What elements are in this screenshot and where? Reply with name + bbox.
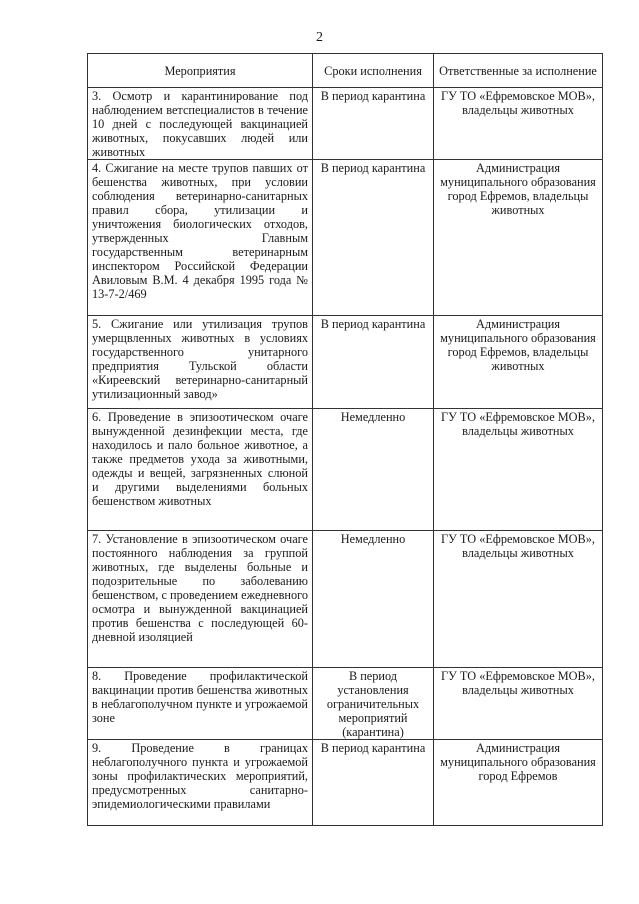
- responsible-cell: ГУ ТО «Ефремовское МОВ», владельцы животных: [434, 531, 603, 668]
- measure-cell: 9. Проведение в границах неблагополучного пункта и угрожаемой зоны профилактических мероприятий, предусмотренных санитарно-эпидемиологическими правилами: [88, 740, 313, 826]
- deadline-cell: В период карантина: [313, 160, 434, 316]
- responsible-cell: Администрация муниципального образования город Ефремов, владельцы животных: [434, 160, 603, 316]
- measure-cell: 3. Осмотр и карантинирование под наблюдением ветспециалистов в течение 10 дней с последующей вакцинацией животных, покусавших людей или животных: [88, 88, 313, 160]
- deadline-cell: Немедленно: [313, 531, 434, 668]
- header-responsible: Ответственные за исполнение: [434, 54, 603, 88]
- responsible-cell: Администрация муниципального образования город Ефремов: [434, 740, 603, 826]
- measure-cell: 8. Проведение профилактической вакцинации против бешенства животных в неблагополучном пункте и угрожаемой зоне: [88, 668, 313, 740]
- header-measures: Мероприятия: [88, 54, 313, 88]
- table-row: [88, 531, 603, 668]
- page-number: 2: [316, 30, 323, 45]
- table-row: [88, 668, 603, 740]
- measure-cell: 6. Проведение в эпизоотическом очаге вынужденной дезинфекции места, где находилось и пало больное животное, а также предметов ухода за животными, одежды и вещей, загрязненных слюной и другими выделениями больных бешенством животных: [88, 409, 313, 531]
- deadline-cell: В период установления ограничительных мероприятий (карантина): [313, 668, 434, 740]
- table-row: [88, 160, 603, 316]
- measure-cell: 5. Сжигание или утилизация трупов умерщвленных животных в условиях государственного унитарного предприятия Тульской области «Киреевский ветеринарно-санитарный утилизационный завод»: [88, 316, 313, 409]
- header-deadline: Сроки исполнения: [313, 54, 434, 88]
- responsible-cell: Администрация муниципального образования город Ефремов, владельцы животных: [434, 316, 603, 409]
- deadline-cell: В период карантина: [313, 316, 434, 409]
- deadline-cell: Немедленно: [313, 409, 434, 531]
- table-row: [88, 409, 603, 531]
- measures-table: [87, 53, 603, 826]
- responsible-cell: ГУ ТО «Ефремовское МОВ», владельцы животных: [434, 668, 603, 740]
- deadline-cell: В период карантина: [313, 88, 434, 160]
- measure-cell: 7. Установление в эпизоотическом очаге постоянного наблюдения за группой животных, где выделены больные и подозрительные по заболеванию бешенством, с проведением ежедневного осмотра и вынужденной вакцинацией против бешенства с последующей 60-дневной изоляцией: [88, 531, 313, 668]
- responsible-cell: ГУ ТО «Ефремовское МОВ», владельцы животных: [434, 88, 603, 160]
- measure-cell: 4. Сжигание на месте трупов павших от бешенства животных, при условии соблюдения ветеринарно-санитарных правил сбора, утилизации и уничтожения биологических отходов, утвержденных Главным государственным ветеринарным инспектором Российской Федерации Авиловым В.М. 4 декабря 1995 года № 13-7-2/469: [88, 160, 313, 316]
- table-row: [88, 740, 603, 826]
- deadline-cell: В период карантина: [313, 740, 434, 826]
- responsible-cell: ГУ ТО «Ефремовское МОВ», владельцы животных: [434, 409, 603, 531]
- table-header-row: [88, 54, 603, 88]
- table-row: [88, 88, 603, 160]
- table-row: [88, 316, 603, 409]
